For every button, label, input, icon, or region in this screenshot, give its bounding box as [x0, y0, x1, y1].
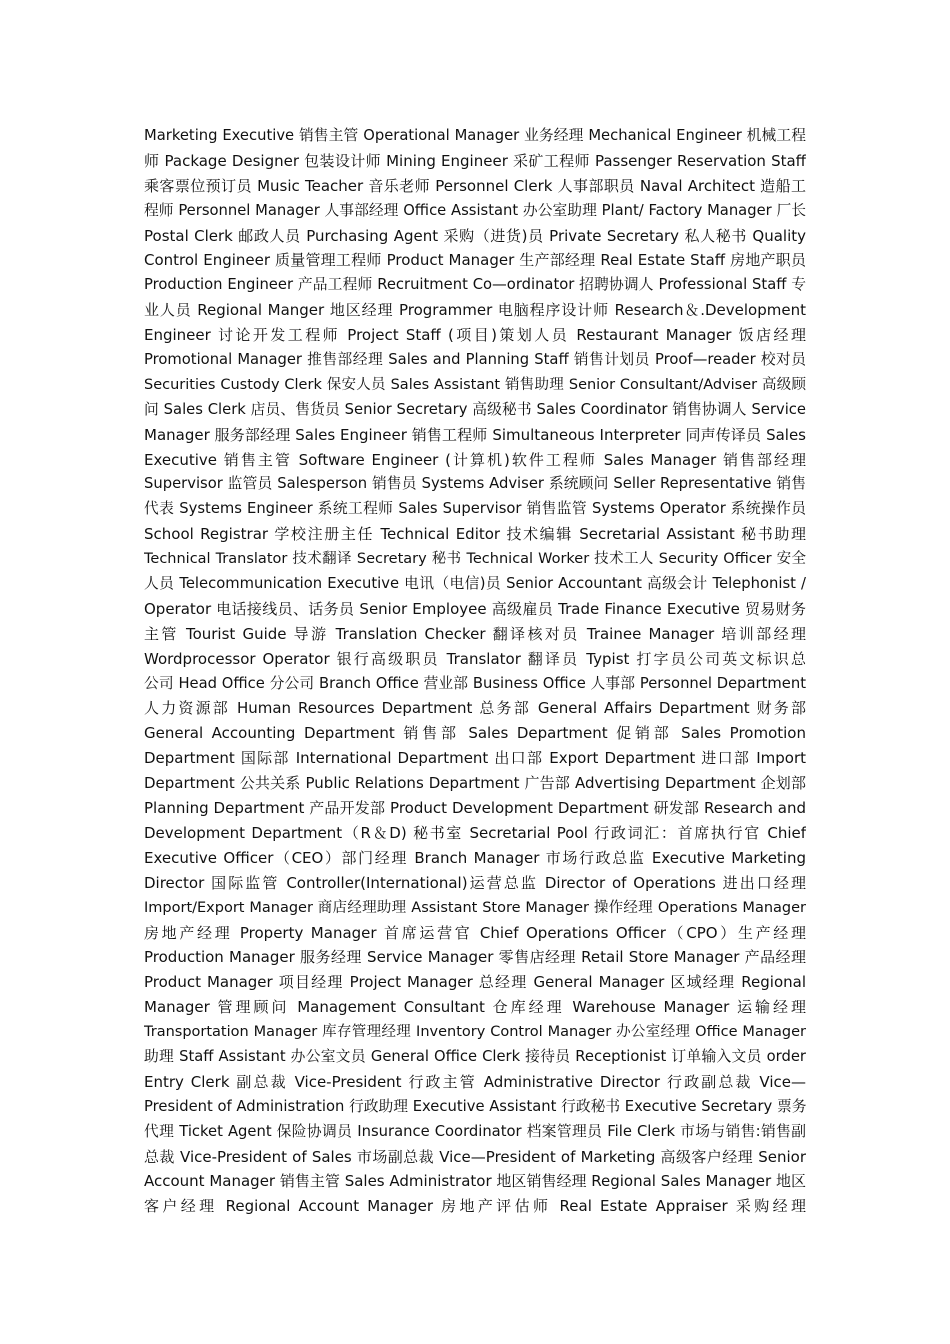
- text-line: Director 国际监管 Controller(International)运营总监 Director of Operations 进出口经理: [144, 873, 806, 892]
- text-line: Supervisor 监管员 Salesperson 销售员 Systems Adviser 系统顾问 Seller Representative 销售: [144, 475, 806, 493]
- text-line: Production Engineer 产品工程师 Recruitment Co—ordinator 招聘协调人 Professional Staff 专: [144, 276, 806, 294]
- text-block: [144, 124, 806, 1219]
- text-line: General Accounting Department 销售部 Sales Department 促销部 Sales Promotion: [144, 724, 806, 743]
- text-line: Operator 电话接线员、话务员 Senior Employee 高级雇员 Trade Finance Executive 贸易财务: [144, 599, 806, 618]
- text-line: Account Manager 销售主管 Sales Administrator 地区销售经理 Regional Sales Manager 地区: [144, 1172, 806, 1191]
- text-line: Engineer 讨论开发工程师 Project Staff (项目)策划人员 Restaurant Manager 饭店经理: [144, 326, 806, 345]
- text-line: Production Manager 服务经理 Service Manager 零售店经理 Retail Store Manager 产品经理: [144, 948, 806, 967]
- text-line: Executive Officer（CEO）部门经理 Branch Manager 市场行政总监 Executive Marketing: [144, 848, 806, 867]
- text-line: Postal Clerk 邮政人员 Purchasing Agent 采购（进货)员 Private Secretary 私人秘书 Quality: [144, 226, 806, 245]
- text-line: Transportation Manager 库存管理经理 Inventory Control Manager 办公室经理 Office Manager: [144, 1024, 806, 1041]
- text-line: Marketing Executive 销售主管 Operational Manager 业务经理 Mechanical Engineer 机械工程: [144, 127, 806, 144]
- text-line: 人力资源部 Human Resources Department 总务部 General Affairs Department 财务部: [144, 699, 806, 718]
- text-line: School Registrar 学校注册主任 Technical Editor 技术编辑 Secretarial Assistant 秘书助理: [144, 525, 806, 544]
- text-line: 公司 Head Office 分公司 Branch Office 营业部 Business Office 人事部 Personnel Department: [144, 674, 806, 692]
- text-line: Department 国际部 International Department 出口部 Export Department 进口部 Import: [144, 749, 806, 768]
- text-line: Entry Clerk 副总裁 Vice-President 行政主管 Administrative Director 行政副总裁 Vice—: [144, 1072, 806, 1091]
- text-line: Technical Translator 技术翻译 Secretary 秘书 Technical Worker 技术工人 Security Officer 安全: [144, 551, 806, 568]
- text-line: Manager 管理顾问 Management Consultant 仓库经理 Warehouse Manager 运输经理: [144, 998, 806, 1017]
- text-line: Executive 销售主管 Software Engineer (计算机)软件工程师 Sales Manager 销售部经理: [144, 450, 806, 469]
- text-line: Product Manager 项目经理 Project Manager 总经理 General Manager 区域经理 Regional: [144, 973, 806, 992]
- text-line: President of Administration 行政助理 Executive Assistant 行政秘书 Executive Secretary 票务: [144, 1097, 806, 1115]
- text-line: Wordprocessor Operator 银行高级职员 Translator 翻译员 Typist 打字员公司英文标识总: [144, 649, 806, 668]
- text-line: Department 公共关系 Public Relations Department 广告部 Advertising Department 企划部: [144, 774, 806, 793]
- text-line: 总裁 Vice-President of Sales 市场副总裁 Vice—President of Marketing 高级客户经理 Senior: [144, 1147, 806, 1166]
- text-line: Manager 服务部经理 Sales Engineer 销售工程师 Simultaneous Interpreter 同声传译员 Sales: [144, 425, 806, 444]
- text-line: 乘客票位预订员 Music Teacher 音乐老师 Personnel Clerk 人事部职员 Naval Architect 造船工: [144, 176, 806, 195]
- text-line: 程师 Personnel Manager 人事部经理 Office Assistant 办公室助理 Plant/ Factory Manager 厂长: [144, 201, 806, 219]
- text-line: 业人员 Regional Manger 地区经理 Programmer 电脑程序设计师 Research＆.Development: [144, 301, 806, 320]
- text-line: 代表 Systems Engineer 系统工程师 Sales Supervisor 销售监管 Systems Operator 系统操作员: [144, 500, 806, 518]
- text-line: Control Engineer 质量管理工程师 Product Manager 生产部经理 Real Estate Staff 房地产职员: [144, 251, 806, 270]
- text-line: 客户经理 Regional Account Manager 房地产评估师 Real Estate Appraiser 采购经理: [144, 1197, 806, 1216]
- text-line: Securities Custody Clerk 保安人员 Sales Assistant 销售助理 Senior Consultant/Adviser 高级顾: [144, 376, 806, 393]
- text-line: 师 Package Designer 包装设计师 Mining Engineer 采矿工程师 Passenger Reservation Staff: [144, 151, 806, 170]
- text-line: Development Department（R＆D) 秘书室 Secretarial Pool 行政词汇：首席执行官 Chief: [144, 823, 806, 842]
- text-line: 问 Sales Clerk 店员、售货员 Senior Secretary 高级秘书 Sales Coordinator 销售协调人 Service: [144, 400, 806, 418]
- text-line: 助理 Staff Assistant 办公室文员 General Office Clerk 接待员 Receptionist 订单输入文员 order: [144, 1047, 806, 1065]
- text-line: Import/Export Manager 商店经理助理 Assistant Store Manager 操作经理 Operations Manager: [144, 899, 806, 916]
- text-line: Planning Department 产品开发部 Product Development Department 研发部 Research and: [144, 799, 806, 818]
- text-line: 主管 Tourist Guide 导游 Translation Checker 翻译核对员 Trainee Manager 培训部经理: [144, 624, 806, 643]
- text-line: 代理 Ticket Agent 保险协调员 Insurance Coordinator 档案管理员 File Clerk 市场与销售:销售副: [144, 1122, 806, 1140]
- text-line: 人员 Telecommunication Executive 电讯（电信)员 Senior Accountant 高级会计 Telephonist /: [144, 575, 806, 593]
- text-line: 房地产经理 Property Manager 首席运营官 Chief Operations Officer（CPO）生产经理: [144, 923, 806, 942]
- text-line: Promotional Manager 推售部经理 Sales and Planning Staff 销售计划员 Proof—reader 校对员: [144, 351, 806, 369]
